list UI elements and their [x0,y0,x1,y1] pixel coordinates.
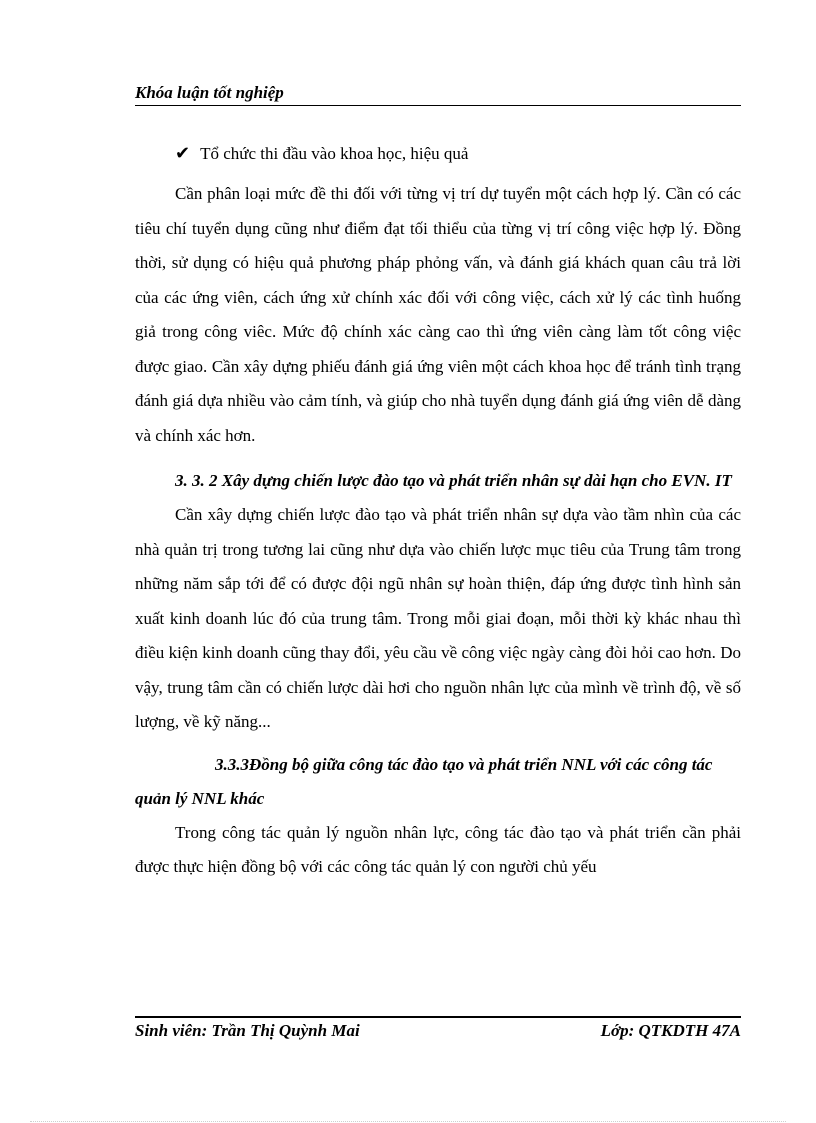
page-header-title: Khóa luận tốt nghiệp [135,83,741,106]
paragraph-2: Cần xây dựng chiến lược đào tạo và phát triển nhân sự dựa vào tầm nhìn của các nhà quản trị trong tương lai cũng như dựa vào chiến lược mục tiêu của Trung tâm trong những năm sắp tới để có được đội ngũ nhân sự hoàn thiện, đáp ứng được tình hình sản xuất kinh doanh lúc đó của trung tâm. Trong mỗi giai đoạn, mỗi thời kỳ khác nhau thì điều kiện kinh doanh cũng thay đổi, yêu cầu về công việc ngày càng đòi hỏi cao hơn. Do vậy, trung tâm cần có chiến lược dài hơi cho nguồn nhân lực của mình về trình độ, về số lượng, về kỹ năng... [135,505,741,731]
paragraph-1: Cần phân loại mức đề thi đối với từng vị trí dự tuyển một cách hợp lý. Cần có các tiêu chí tuyển dụng cũng như điểm đạt tối thiểu của từng vị trí công việc hợp lý. Đồng thời, sử dụng có hiệu quả phương pháp phỏng vấn, và đánh giá khách quan câu trả lời của các ứng viên, cách ứng xử chính xác đối với công việc, cách xử lý các tình huống giả trong công viêc. Mức độ chính xác càng cao thì ứng viên càng làm tốt công việc được giao. Cần xây dựng phiếu đánh giá ứng viên một cách khoa học để tránh tình trạng đánh giá dựa nhiều vào cảm tính, và giúp cho nhà tuyển dụng đánh giá ứng viên dễ dàng và chính xác hơn. [135,184,741,445]
bullet-item [175,138,468,169]
checkmark-icon: ✔ [175,143,191,163]
body-section-1 [135,177,741,885]
heading-number: 3.3.3 [215,754,249,774]
section-heading-3-3-3 [135,748,741,816]
heading-text: Đồng bộ giữa công tác đào tạo và phát triển NNL với các công tác quản lý NNL khác [135,754,713,808]
footer-class: Lớp: QTKDTH 47A [600,1021,741,1040]
page-bottom-divider [30,1121,786,1122]
bullet-text: Tổ chức thi đầu vào khoa học, hiệu quả [200,144,469,163]
page-footer [135,1016,741,1041]
paragraph-3: Trong công tác quản lý nguồn nhân lực, công tác đào tạo và phát triển cần phải được thực hiện đồng bộ với các công tác quản lý con người chủ yếu [135,822,741,876]
section-heading-3-3-2: 3. 3. 2 Xây dựng chiến lược đào tạo và phát triển nhân sự dài hạn cho EVN. IT [175,471,732,490]
footer-student: Sinh viên: Trần Thị Quỳnh Mai [135,1021,360,1040]
